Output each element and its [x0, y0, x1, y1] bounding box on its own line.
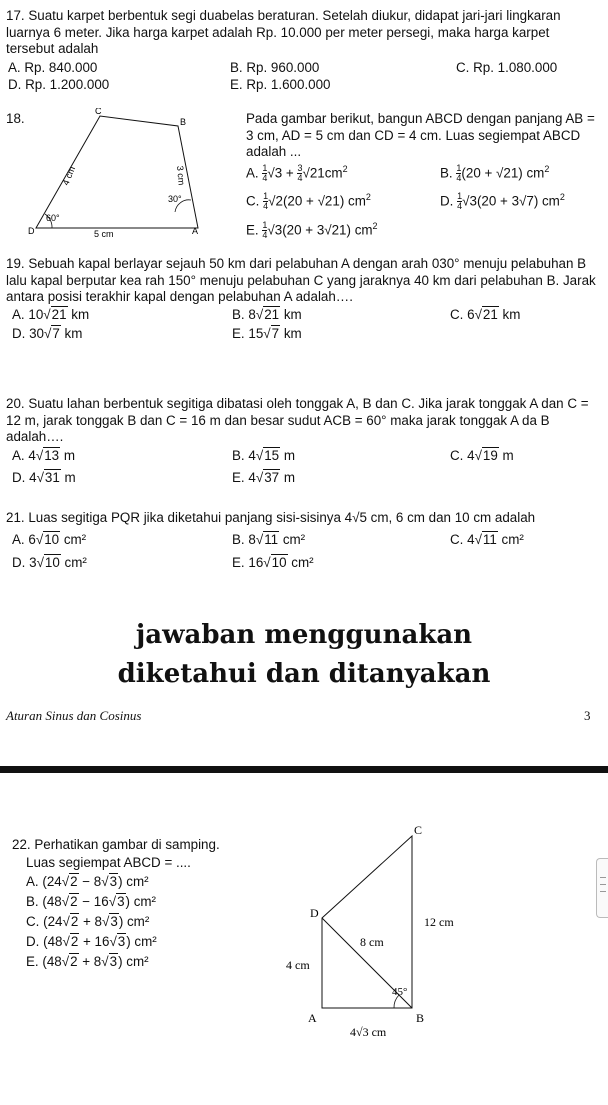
question-20 [6, 396, 604, 446]
q19-option-e: E. 15√7 km [232, 326, 302, 341]
q20-option-b: B. 4√15 m [232, 448, 295, 463]
heading-line-1: jawaban menggunakan [135, 620, 473, 650]
q22-option-b: B. (48√2 − 16√3) cm² [26, 894, 157, 909]
q17-option-d: D. Rp. 1.200.000 [8, 77, 110, 92]
q17-option-e: E. Rp. 1.600.000 [230, 77, 331, 92]
q22-angle-b: 45° [392, 986, 408, 998]
q21-option-e: E. 16√10 cm² [232, 555, 314, 570]
page-divider [0, 766, 608, 773]
q19-option-d: D. 30√7 km [12, 326, 83, 341]
q22-quadrilateral [322, 836, 412, 1008]
q22-side-ab: 4√3 cm [350, 1025, 387, 1039]
q18-option-a: A. $\frac{1}{4}$ √3 + $\frac{3}{4}$ $√21cm^2$ [246, 163, 348, 184]
q18-option-d: D. $\frac{1}{4}$ √3(20 + 3√7) $cm^2$ [440, 191, 565, 212]
q18-side-dc: 4 cm [60, 164, 78, 187]
q21-option-b: B. 8√11 cm² [232, 532, 306, 547]
q21-option-d: D. 3√10 cm² [12, 555, 87, 570]
q18-option-c: C. $\frac{1}{4}$ √2(20 + √21) $cm^2$ [246, 191, 371, 212]
question-18-number: 18. [6, 111, 25, 126]
q22-option-c: C. (24√2 + 8√3) cm² [26, 914, 150, 929]
q17-option-c: C. Rp. 1.080.000 [456, 60, 558, 75]
q22-option-a: A. (24√2 − 8√3) cm² [26, 874, 149, 889]
q17-option-b: B. Rp. 960.000 [230, 60, 320, 75]
q20-option-a: A. 4√13 m [12, 448, 75, 463]
q22-option-d: D. (48√2 + 16√3) cm² [26, 934, 157, 949]
q21-option-a: A. 6√10 cm² [12, 532, 87, 547]
q18-side-ab: 3 cm [175, 165, 187, 186]
q19-option-a: A. 10√21 km [12, 307, 90, 322]
q22-label-a: A [308, 1011, 317, 1025]
q18-angle-b: 30° [168, 194, 182, 204]
q18-label-a: A [192, 226, 199, 236]
q18-option-b: B. $\frac{1}{4}$ (20 + √21) $cm^2$ [440, 163, 550, 184]
q19-option-c: C. 6√21 km [450, 307, 521, 322]
q22-figure [282, 818, 472, 1068]
q18-label-d: D [28, 226, 35, 236]
question-17 [6, 8, 604, 58]
q20-option-d: D. 4√31 m [12, 470, 76, 485]
question-21-text: 21. Luas segitiga PQR jika diketahui panjang sisi-sisinya 4√5 cm, 6 cm dan 10 cm adalah [6, 510, 536, 525]
q20-option-c: C. 4√19 m [450, 448, 514, 463]
q20-option-e: E. 4√37 m [232, 470, 295, 485]
page-number: 3 [584, 708, 591, 723]
q22-label-d: D [310, 906, 319, 920]
q21-option-c: C. 4√11 cm² [450, 532, 524, 547]
q18-angle-d: 60° [46, 213, 60, 223]
question-18 [246, 111, 598, 161]
question-21 [6, 510, 604, 527]
q22-side-dc: 8 cm [360, 935, 384, 949]
q18-label-b: B [180, 117, 187, 127]
question-17-text: 17. Suatu karpet berbentuk segi duabelas beraturan. Setelah diukur, didapat jari-jari lingkaran luarnya 6 meter. Jika harga karpet adalah Rp. 10.000 per meter persegi, maka harga karpet tersebut adalah [6, 8, 561, 56]
q18-side-da: 5 cm [94, 229, 114, 238]
question-19-text: 19. Sebuah kapal berlayar sejauh 50 km dari pelabuhan A dengan arah 030° menuju pelabuhan B lalu kapal berputar kea rah 150° menuju pelabuhan C yang jaraknya 40 km dari pelabuhan B. Jarak antara posisi terakhir kapal dengan pelabuhan A adalah…. [6, 256, 596, 304]
question-22-text-2: Luas segiempat ABCD = .... [26, 855, 191, 870]
question-20-text: 20. Suatu lahan berbentuk segitiga dibatasi oleh tonggak A, B dan C. Jika jarak tonggak A dan C = 12 m, jarak tonggak B dan C = 16 m dan besar sudut ACB = 60° maka jarak tonggak A da B adalah…. [6, 396, 589, 444]
q22-side-cb: 12 cm [424, 915, 454, 929]
q22-label-c: C [414, 823, 423, 837]
footer-title: Aturan Sinus dan Cosinus [6, 708, 142, 723]
q18-figure [28, 108, 218, 238]
q18-quadrilateral [36, 116, 198, 228]
q22-label-b: B [416, 1011, 425, 1025]
heading-line-2: diketahui dan ditanyakan [117, 659, 491, 689]
fraction-quarter: $\frac{1}{4}$ [262, 163, 268, 184]
side-scroll-handle[interactable] [596, 858, 608, 918]
question-22-text-1: 22. Perhatikan gambar di samping. [12, 837, 220, 852]
q18-label-c: C [95, 108, 102, 116]
q18-option-e: E. $\frac{1}{4}$ √3(20 + 3√21) $cm^2$ [246, 220, 378, 241]
q19-option-b: B. 8√21 km [232, 307, 302, 322]
q22-side-ad: 4 cm [286, 958, 310, 972]
q17-option-a: A. Rp. 840.000 [8, 60, 98, 75]
question-18-text: Pada gambar berikut, bangun ABCD dengan panjang AB = 3 cm, AD = 5 cm dan CD = 4 cm. Luas segiempat ABCD adalah ... [246, 111, 595, 159]
q22-option-e: E. (48√2 + 8√3) cm² [26, 954, 149, 969]
question-19 [6, 256, 604, 306]
